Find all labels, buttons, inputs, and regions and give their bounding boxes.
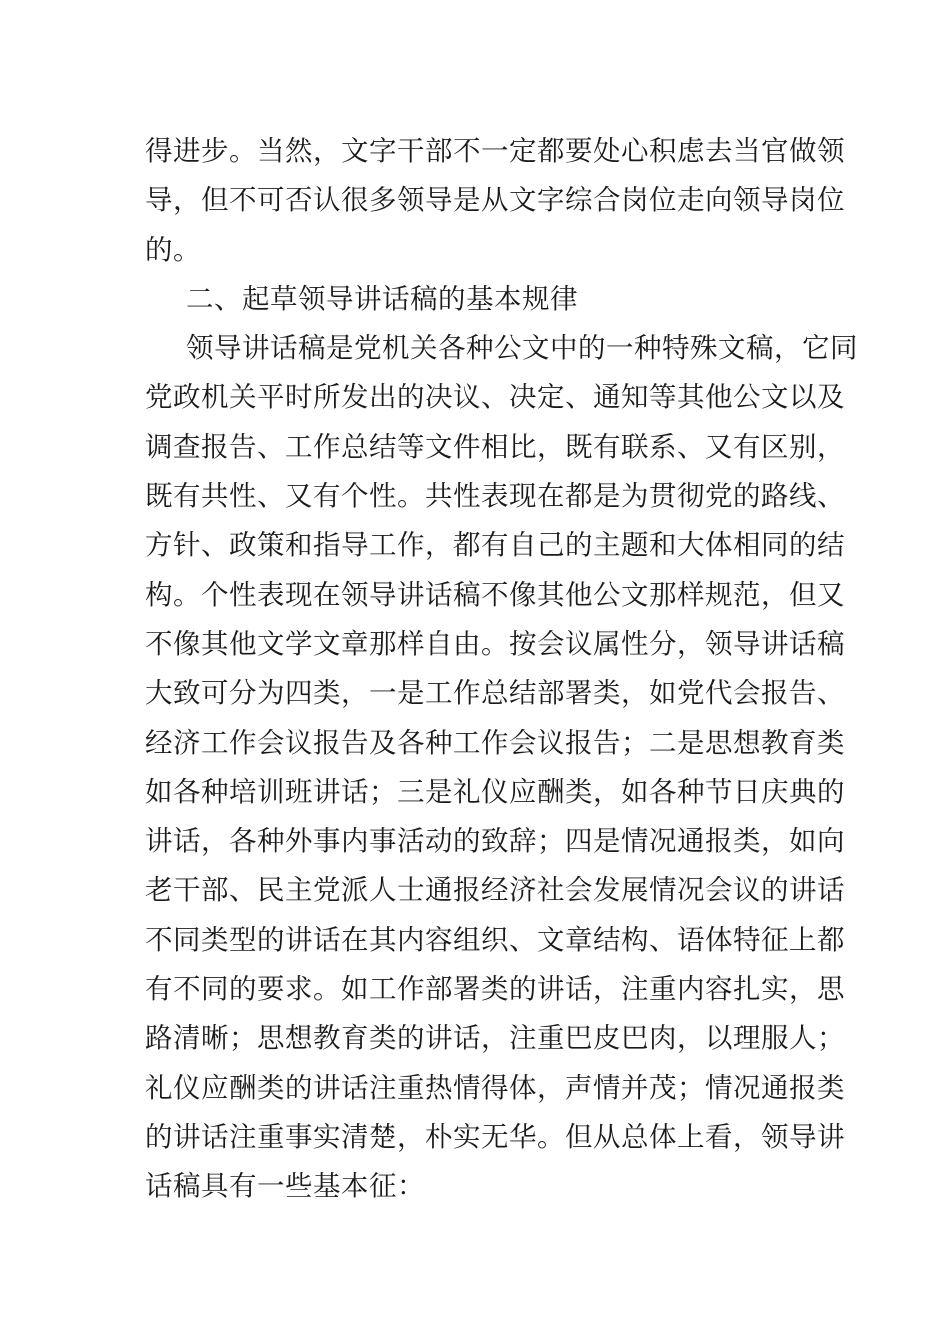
- text-line: 礼仪应酬类的讲话注重热情得体，声情并茂；情况通报类: [145, 1071, 845, 1104]
- text-line: 有不同的要求。如工作部署类的讲话，注重内容扎实，思: [145, 973, 845, 1006]
- text-line: 党政机关平时所发出的决议、决定、通知等其他公文以及: [145, 381, 845, 414]
- text-line: 的。: [145, 233, 201, 266]
- text-line: 的讲话注重事实清楚，朴实无华。但从总体上看，领导讲: [145, 1120, 845, 1153]
- text-line: 大致可分为四类，一是工作总结部署类，如党代会报告、: [145, 677, 845, 710]
- text-line: 路清晰；思想教育类的讲话，注重巴皮巴肉，以理服人；: [145, 1022, 845, 1055]
- text-line: 调查报告、工作总结等文件相比，既有联系、又有区别，: [145, 430, 845, 463]
- text-line: 得进步。当然，文字干部不一定都要处心积虑去当官做领: [145, 135, 845, 167]
- text-line: 不像其他文学文章那样自由。按会议属性分，领导讲话稿: [145, 627, 845, 660]
- text-line: 话稿具有一些基本征：: [145, 1170, 425, 1203]
- paragraph-first-line: 领导讲话稿是党机关各种公文中的一种特殊文稿，它同: [186, 332, 858, 365]
- document-body: [145, 127, 858, 1212]
- text-line: 经济工作会议报告及各种工作会议报告；二是思想教育类: [145, 726, 845, 759]
- text-line: 构。个性表现在领导讲话稿不像其他公文那样规范，但又: [145, 578, 845, 611]
- text-line: 讲话，各种外事内事活动的致辞；四是情况通报类，如向: [145, 825, 845, 858]
- text-line: 老干部、民主党派人士通报经济社会发展情况会议的讲话: [145, 874, 845, 907]
- text-line: 不同类型的讲话在其内容组织、文章结构、语体特征上都: [145, 923, 845, 956]
- text-line: 导，但不可否认很多领导是从文字综合岗位走向领导岗位: [145, 184, 845, 217]
- text-line: 既有共性、又有个性。共性表现在都是为贯彻党的路线、: [145, 480, 845, 513]
- text-line: 方针、政策和指导工作，都有自己的主题和大体相同的结: [145, 529, 845, 562]
- section-heading: 二、起草领导讲话稿的基本规律: [186, 282, 578, 315]
- text-line: 如各种培训班讲话；三是礼仪应酬类，如各种节日庆典的: [145, 775, 845, 808]
